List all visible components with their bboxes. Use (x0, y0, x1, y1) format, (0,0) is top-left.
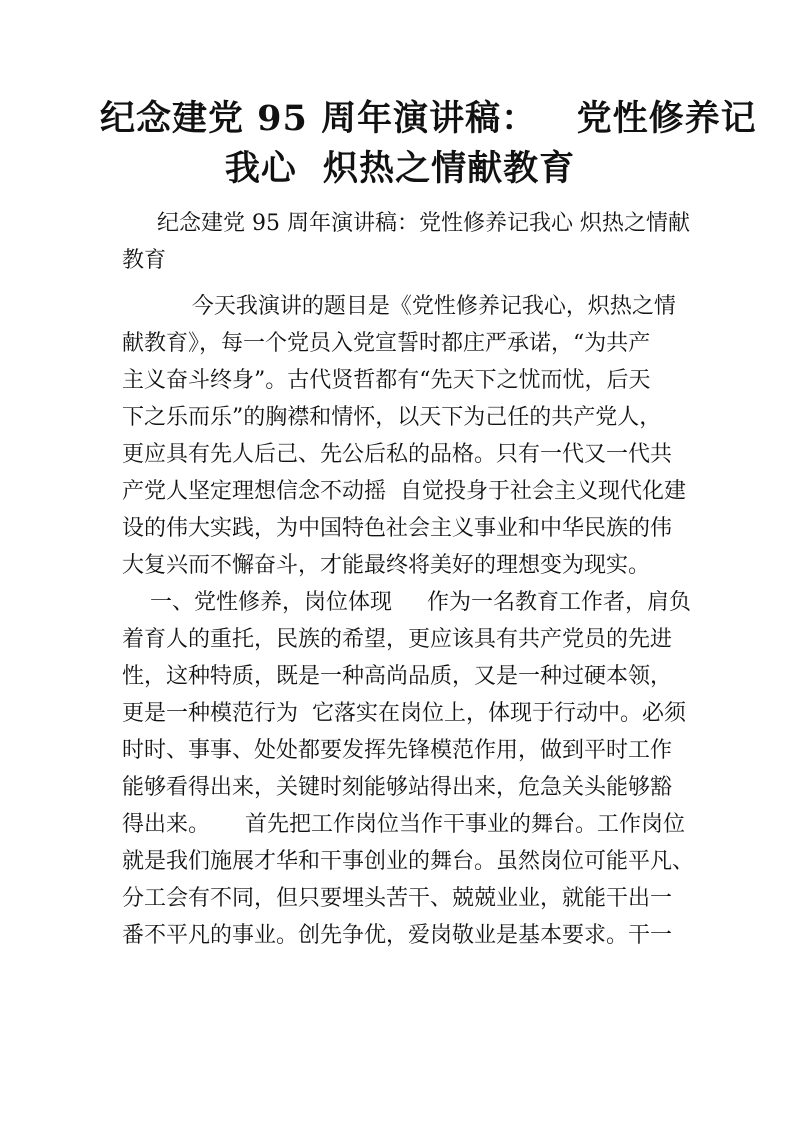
body-line: 一、党性修养，岗位体现 作为一名教育工作者，肩负 (122, 590, 691, 615)
body-line: 番不平凡的事业。创先争优，爱岗敬业是基本要求。干一 (122, 923, 673, 948)
body-line: 就是我们施展才华和干事创业的舞台。虽然岗位可能平凡、 (122, 849, 695, 874)
body-line (122, 954, 678, 991)
body-line: 能够看得出来，关键时刻能够站得出来，危急关头能够豁 (122, 775, 673, 800)
title-line-2: 我心 炽热之情献教育 (224, 148, 576, 189)
body-line: 纪念建党 95 周年演讲稿：党性修养记我心 炽热之情献 (122, 211, 690, 236)
body-line: 产党人坚定理想信念不动摇 自觉投身于社会主义现代化建 (122, 479, 686, 504)
body-line: 设的伟大实践，为中国特色社会主义事业和中华民族的伟 (122, 516, 673, 541)
title-line-1: 纪念建党 95 周年演讲稿： 党性修养记 (100, 98, 757, 139)
body-line: 更应具有先人后己、先公后私的品格。只有一代又一代共 (122, 442, 673, 467)
document-title (100, 94, 757, 194)
body-line: 更是一种模范行为 它落实在岗位上，体现于行动中。必须 (122, 701, 686, 726)
body-line: 下之乐而乐”的胸襟和情怀，以天下为己任的共产党人， (122, 405, 662, 430)
body-line: 今天我演讲的题目是《党性修养记我心，炽热之情 (122, 294, 676, 319)
body-line: 时时、事事、处处都要发挥先锋模范作用，做到平时工作 (122, 738, 673, 763)
body-line: 性，这种特质，既是一种高尚品质，又是一种过硬本领， (122, 664, 673, 689)
body-line: 教育 (122, 248, 167, 273)
document-body (122, 205, 695, 991)
body-line: 主义奋斗终身”。古代贤哲都有“先天下之忧而忧，后天 (122, 368, 651, 393)
body-line: 着育人的重托，民族的希望，更应该具有共产党员的先进 (122, 627, 673, 652)
body-line: 大复兴而不懈奋斗，才能最终将美好的理想变为现实。 (122, 553, 651, 578)
body-line: 得出来。 首先把工作岗位当作干事业的舞台。工作岗位 (122, 812, 685, 837)
paragraph-gap (122, 279, 678, 288)
body-line: 分工会有不同，但只要埋头苦干、兢兢业业，就能干出一 (122, 886, 673, 911)
body-line: 献教育》，每一个党员入党宣誓时都庄严承诺，“为共产 (122, 331, 651, 356)
